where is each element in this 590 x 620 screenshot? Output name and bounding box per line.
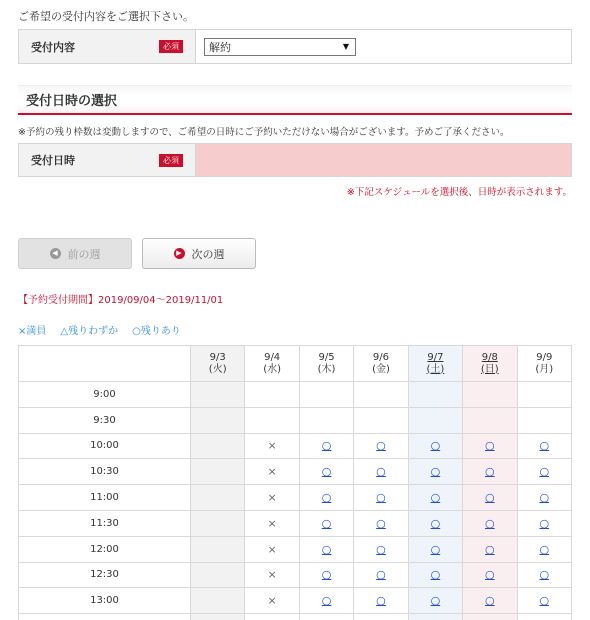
legend-full: ×満員 — [18, 326, 47, 337]
slot-cell — [299, 510, 353, 536]
slot-cell — [354, 382, 408, 408]
time-label: 9:30 — [19, 407, 191, 433]
availability-notice: ※予約の残り枠数は変動しますので、ご希望の日時にご予約いただけない場合がございます。予めご了承ください。 — [18, 127, 510, 138]
slot-cell — [354, 407, 408, 433]
available-slot-link[interactable]: ○ — [376, 516, 386, 530]
slot-cell — [517, 382, 571, 408]
time-label: 9:00 — [19, 382, 191, 408]
slot-cell — [408, 485, 462, 511]
time-slot-row — [19, 536, 572, 562]
day-of-week: (土) — [426, 363, 445, 375]
slot-cell — [517, 433, 571, 459]
available-slot-link[interactable]: ○ — [430, 594, 441, 608]
full-slot-mark: × — [267, 594, 277, 608]
slot-cell — [408, 588, 462, 614]
available-slot-link[interactable]: ○ — [485, 568, 495, 582]
slot-cell — [463, 588, 517, 614]
time-slot-row — [19, 433, 572, 459]
slot-cell — [354, 510, 408, 536]
slot-cell — [245, 382, 299, 408]
slot-cell — [408, 562, 462, 588]
slot-cell — [245, 510, 299, 536]
chevron-right-icon: ▶ — [174, 248, 185, 259]
available-slot-link[interactable]: ○ — [321, 465, 332, 479]
datetime-value-display — [196, 144, 571, 176]
time-slot-row — [19, 485, 572, 511]
slot-cell — [463, 536, 517, 562]
intro-text: ご希望の受付内容をご選択下さい。 — [18, 10, 194, 23]
next-week-label: 次の週 — [191, 247, 225, 261]
slot-cell — [354, 459, 408, 485]
available-slot-link[interactable]: ○ — [485, 439, 495, 453]
available-slot-link[interactable]: ○ — [539, 516, 550, 530]
slot-cell — [245, 562, 299, 588]
slot-cell — [463, 407, 517, 433]
full-slot-mark: × — [267, 542, 277, 556]
slot-cell — [299, 562, 353, 588]
available-slot-link[interactable]: ○ — [376, 465, 386, 479]
slot-cell — [191, 382, 245, 408]
slot-cell — [517, 562, 571, 588]
day-date: 9/8 — [481, 351, 498, 363]
full-slot-mark: × — [267, 465, 277, 479]
legend-available: ○残りあり — [132, 326, 181, 337]
slot-cell — [191, 588, 245, 614]
slot-cell — [463, 433, 517, 459]
reception-row — [18, 29, 572, 64]
slot-cell — [463, 562, 517, 588]
prev-week-button[interactable] — [18, 238, 132, 269]
slot-cell — [463, 485, 517, 511]
available-slot-link[interactable]: ○ — [430, 465, 441, 479]
available-slot-link[interactable]: ○ — [321, 491, 332, 505]
full-slot-mark: × — [267, 516, 277, 530]
slot-cell — [517, 588, 571, 614]
time-header-cell — [19, 346, 191, 382]
day-of-week: (火) — [208, 363, 227, 375]
available-slot-link[interactable]: ○ — [430, 516, 441, 530]
slot-cell — [408, 433, 462, 459]
available-slot-link[interactable]: ○ — [539, 594, 550, 608]
slot-cell — [517, 614, 571, 620]
time-label: 12:00 — [19, 536, 191, 562]
day-header — [408, 346, 462, 382]
next-week-button[interactable] — [142, 238, 256, 269]
available-slot-link[interactable]: ○ — [321, 542, 332, 556]
full-slot-mark: × — [267, 491, 277, 505]
reception-label: 受付内容 — [31, 40, 75, 54]
slot-cell — [245, 614, 299, 620]
slot-cell — [408, 536, 462, 562]
datetime-label: 受付日時 — [31, 154, 75, 167]
day-date: 9/7 — [427, 351, 444, 363]
time-slot-row — [19, 614, 572, 620]
slot-cell — [354, 433, 408, 459]
available-slot-link[interactable]: ○ — [539, 465, 550, 479]
available-slot-link[interactable]: ○ — [485, 491, 495, 505]
slot-cell — [408, 382, 462, 408]
slot-cell — [299, 536, 353, 562]
slot-cell — [517, 459, 571, 485]
available-slot-link[interactable]: ○ — [539, 491, 550, 505]
section-title: 受付日時の選択 — [26, 94, 118, 109]
time-label — [19, 614, 191, 620]
day-date: 9/9 — [536, 351, 553, 363]
slot-cell — [191, 614, 245, 620]
day-of-week: (木) — [317, 363, 336, 375]
available-slot-link[interactable]: ○ — [430, 439, 441, 453]
slot-cell — [245, 588, 299, 614]
slot-cell — [517, 485, 571, 511]
slot-cell — [408, 510, 462, 536]
slot-cell — [517, 510, 571, 536]
available-slot-link[interactable]: ○ — [376, 568, 386, 582]
slot-cell — [354, 614, 408, 620]
schedule-note: ※下記スケジュールを選択後、日時が表示されます。 — [346, 187, 572, 198]
required-badge: 必須 — [159, 154, 183, 167]
available-slot-link[interactable]: ○ — [485, 516, 495, 530]
slot-cell — [245, 407, 299, 433]
available-slot-link[interactable]: ○ — [376, 491, 386, 505]
slot-cell — [354, 485, 408, 511]
available-slot-link[interactable]: ○ — [539, 439, 550, 453]
day-date: 9/6 — [372, 351, 390, 363]
day-of-week: (金) — [372, 363, 390, 375]
slot-cell — [191, 485, 245, 511]
slot-cell — [299, 382, 353, 408]
prev-week-label: 前の週 — [67, 247, 101, 261]
time-label: 11:30 — [19, 510, 191, 536]
reception-select-value: 解約 — [209, 40, 231, 54]
reservation-period: 【予約受付期間】2019/09/04〜2019/11/01 — [18, 295, 224, 306]
day-of-week: (水) — [263, 363, 282, 375]
dropdown-arrow-icon: ▼ — [342, 42, 349, 51]
reception-label-cell — [19, 30, 196, 63]
time-label: 11:00 — [19, 485, 191, 511]
available-slot-link[interactable]: ○ — [376, 542, 386, 556]
schedule-body — [19, 382, 572, 620]
reception-value-cell — [196, 30, 571, 63]
available-slot-link[interactable]: ○ — [430, 491, 441, 505]
datetime-label-cell — [19, 144, 196, 176]
available-slot-link[interactable]: ○ — [376, 594, 386, 608]
legend-few: △残りわずか — [60, 326, 119, 337]
slot-cell — [408, 407, 462, 433]
required-badge: 必須 — [159, 40, 183, 53]
slot-cell — [245, 459, 299, 485]
time-label: 12:30 — [19, 562, 191, 588]
schedule-header — [19, 346, 572, 382]
day-date: 9/5 — [318, 351, 335, 363]
available-slot-link[interactable]: ○ — [539, 542, 550, 556]
slot-cell — [463, 614, 517, 620]
slot-cell — [191, 510, 245, 536]
slot-cell — [517, 407, 571, 433]
time-label: 10:30 — [19, 459, 191, 485]
available-slot-link[interactable]: ○ — [321, 516, 332, 530]
available-slot-link[interactable]: ○ — [485, 542, 495, 556]
available-slot-link[interactable]: ○ — [430, 542, 441, 556]
slot-cell — [299, 433, 353, 459]
slot-cell — [191, 562, 245, 588]
slot-cell — [191, 536, 245, 562]
available-slot-link[interactable]: ○ — [485, 594, 495, 608]
slot-cell — [245, 485, 299, 511]
slot-cell — [191, 459, 245, 485]
available-slot-link[interactable]: ○ — [321, 568, 332, 582]
day-header — [463, 346, 517, 382]
datetime-row — [18, 143, 572, 177]
available-slot-link[interactable]: ○ — [430, 568, 441, 582]
available-slot-link[interactable]: ○ — [539, 568, 550, 582]
day-header — [299, 346, 353, 382]
time-label: 13:00 — [19, 588, 191, 614]
slot-cell — [299, 459, 353, 485]
slot-cell — [517, 536, 571, 562]
slot-cell — [463, 510, 517, 536]
slot-cell — [299, 407, 353, 433]
reception-select[interactable] — [204, 38, 356, 56]
time-label: 10:00 — [19, 433, 191, 459]
availability-legend — [18, 322, 181, 337]
slot-cell — [408, 614, 462, 620]
day-header — [354, 346, 408, 382]
day-header — [245, 346, 299, 382]
slot-cell — [354, 562, 408, 588]
time-slot-row — [19, 459, 572, 485]
day-date: 9/4 — [264, 351, 281, 363]
slot-cell — [408, 459, 462, 485]
time-slot-row — [19, 382, 572, 408]
schedule-table — [18, 345, 572, 620]
time-slot-row — [19, 588, 572, 614]
slot-cell — [299, 485, 353, 511]
available-slot-link[interactable]: ○ — [321, 439, 332, 453]
available-slot-link[interactable]: ○ — [485, 465, 495, 479]
slot-cell — [463, 459, 517, 485]
slot-cell — [354, 536, 408, 562]
available-slot-link[interactable]: ○ — [321, 594, 332, 608]
slot-cell — [191, 407, 245, 433]
day-of-week: (月) — [535, 363, 554, 375]
section-header — [18, 85, 572, 115]
slot-cell — [299, 614, 353, 620]
day-date: 9/3 — [209, 351, 226, 363]
full-slot-mark: × — [267, 568, 277, 582]
time-slot-row — [19, 510, 572, 536]
slot-cell — [245, 536, 299, 562]
available-slot-link[interactable]: ○ — [376, 439, 386, 453]
time-slot-row — [19, 562, 572, 588]
slot-cell — [354, 588, 408, 614]
day-of-week: (日) — [480, 363, 499, 375]
slot-cell — [245, 433, 299, 459]
chevron-left-icon: ◀ — [50, 248, 61, 259]
slot-cell — [191, 433, 245, 459]
time-slot-row — [19, 407, 572, 433]
slot-cell — [299, 588, 353, 614]
day-header — [517, 346, 571, 382]
day-header — [191, 346, 245, 382]
full-slot-mark: × — [267, 439, 277, 453]
slot-cell — [463, 382, 517, 408]
